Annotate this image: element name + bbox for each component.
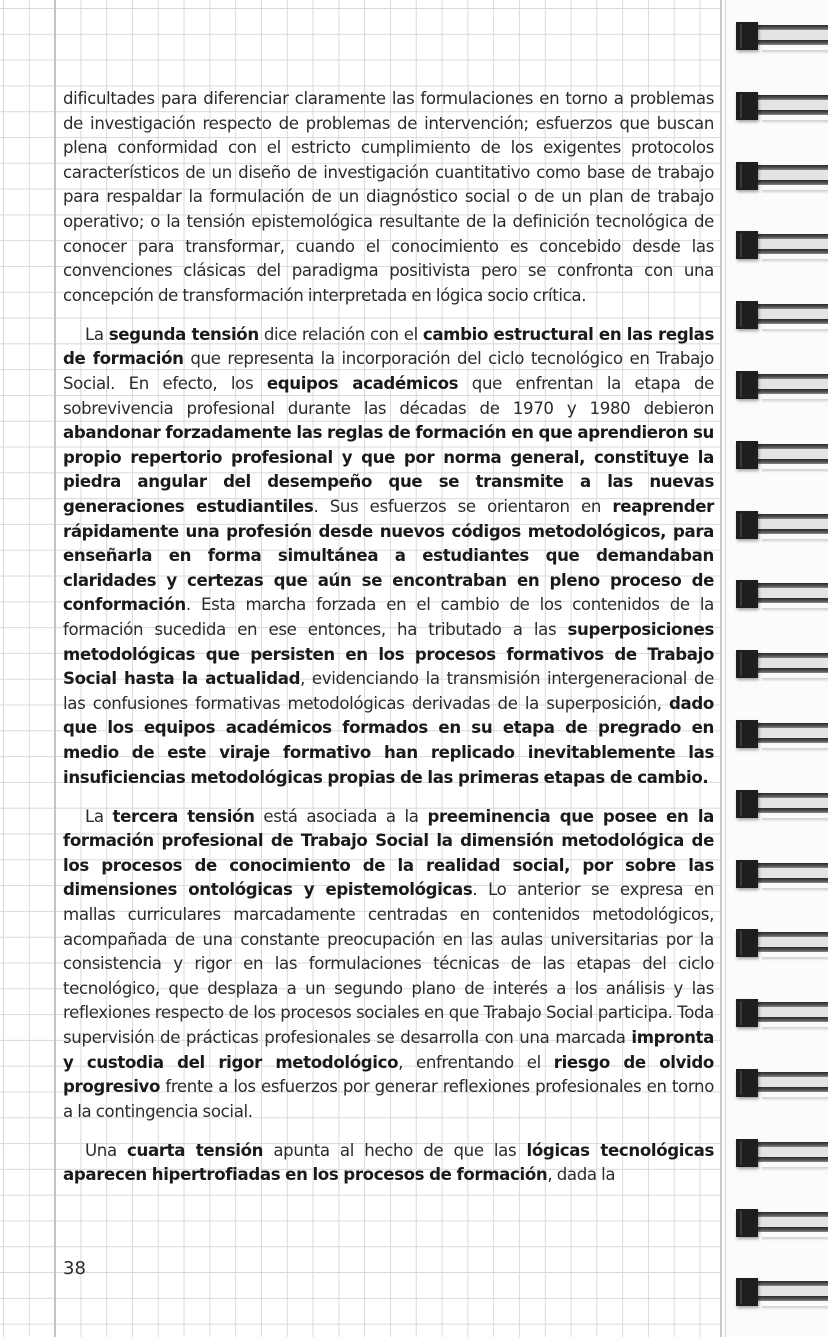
text-run: . Esta marcha forzada en el cambio de los contenidos de la formación sucedida en ese entonces, ha tributado a las — [63, 595, 714, 639]
bold-text: abandonar forzadamente las reglas de formación en que aprendieron su propio repertorio profesional y que por norma general, constituye la piedra angular del desempeño que se transmite a las nuevas generaciones estudiantiles — [63, 423, 714, 516]
text-run: Una — [85, 1140, 128, 1160]
binding-ring-icon — [736, 1139, 828, 1169]
binding-ring-icon — [736, 511, 828, 541]
text-run: dificultades para diferenciar claramente las formulaciones en torno a problemas de investigación respecto de problemas de intervención; esfuerzos que buscan plena conformidad con el estricto cumplimiento de los exigentes protocolos característicos de un diseño de investigación cuantitativo como base de trabajo para respaldar la formulación de un diagnóstico social o de un plan de trabajo operativo; o la tensión epistemológica resultante de la definición tecnológica de conocer para transformar, cuando el conocimiento es concebido desde las convenciones clásicas del paradigma positivista pero se confronta con una concepción de transformación interpretada en lógica socio crítica. — [63, 89, 714, 305]
bold-text: impronta y custodia del rigor metodológico — [63, 1027, 714, 1072]
binding-ring-icon — [736, 1069, 828, 1099]
page-number: 38 — [63, 1258, 86, 1279]
paragraph-continuation — [63, 87, 714, 308]
page-body — [63, 87, 714, 1203]
bold-text: lógicas tecnológicas aparecen hipertrofiadas en los procesos de formación — [63, 1140, 714, 1185]
paragraph-segunda-tension — [63, 323, 714, 790]
bold-text: preeminencia que posee en la formación profesional de Trabajo Social la dimensión metodológica de los procesos de conocimiento de la realidad social, por sobre las dimensiones ontológicas y epistemológicas — [63, 806, 715, 900]
text-run: frente a los esfuerzos por generar reflexiones profesionales en torno a la contingencia social. — [63, 1077, 714, 1121]
binding-ring-icon — [736, 860, 828, 890]
text-run: La — [85, 324, 109, 344]
binding-ring-icon — [736, 580, 828, 610]
binding-ring-icon — [736, 371, 828, 401]
binding-ring-icon — [736, 1209, 828, 1239]
binding-ring-icon — [736, 22, 828, 52]
bold-text: segunda tensión — [108, 324, 259, 344]
binding-ring-icon — [736, 92, 828, 122]
bold-text: riesgo de olvido progresivo — [63, 1052, 714, 1097]
binding-ring-icon — [736, 1278, 828, 1308]
binding-ring-icon — [736, 301, 828, 331]
bold-text: equipos académicos — [266, 374, 459, 394]
text-run: , evidenciando la transmisión intergeneracional de las confusiones formativas metodológicas derivadas de la superposición, — [63, 669, 714, 713]
bold-text: superposiciones metodológicas que persisten en los procesos formativos de Trabajo Social hasta la actualidad — [63, 619, 714, 689]
text-run: , enfrentando el — [398, 1052, 554, 1072]
binding-ring-icon — [736, 720, 828, 750]
binding-ring-icon — [736, 650, 828, 680]
text-run: . Lo anterior se expresa en mallas curriculares marcadamente centradas en contenidos metodológicos, acompañada de una constante preocupación en las aulas universitarias por la consistencia y rigor en las formulaciones técnicas de las etapas del ciclo tecnológico, que desplaza a un segundo plano de interés a los análisis y las reflexiones respecto de los procesos sociales en que Trabajo Social participa. Toda supervisión de prácticas profesionales se desarrolla con una marcada — [63, 880, 714, 1047]
binding-ring-icon — [736, 231, 828, 261]
binding-ring-icon — [736, 999, 828, 1029]
text-run: , dada la — [547, 1165, 616, 1185]
bold-text: dado que los equipos académicos formados en su etapa de pregrado en medio de este viraje formativo han replicado inevitablemente las insuficiencias metodológicas propias de las primeras etapas de cambio. — [63, 693, 714, 787]
bold-text: cambio estructural en las reglas de formación — [63, 324, 714, 369]
text-run: que representa la incorporación del ciclo tecnológico en Trabajo Social. En efecto, los — [63, 349, 714, 394]
paragraph-cuarta-tension — [63, 1139, 714, 1188]
text-run: La — [85, 806, 113, 826]
text-run: está asociada a la — [254, 806, 428, 826]
left-margin-line — [54, 0, 56, 1337]
text-run: que enfrentan la etapa de sobrevivencia profesional durante las décadas de 1970 y 1980 debieron — [63, 374, 714, 418]
binding-ring-icon — [736, 162, 828, 192]
binding-ring-icon — [736, 929, 828, 959]
paragraph-tercera-tension — [63, 805, 714, 1125]
binding-ring-icon — [736, 441, 828, 471]
bold-text: cuarta tensión — [127, 1140, 264, 1160]
text-run: . Sus esfuerzos se orientaron en — [313, 497, 613, 516]
bold-text: reaprender rápidamente una profesión desde nuevos códigos metodológicos, para enseñarla en forma simultánea a estudiantes que demandaban claridades y certezas que aún se encontraban en pleno proceso de conformación — [63, 497, 714, 615]
text-run: dice relación con el — [258, 324, 423, 344]
text-run: apunta al hecho de que las — [263, 1140, 527, 1160]
binding-ring-icon — [736, 790, 828, 820]
bold-text: tercera tensión — [112, 806, 255, 826]
